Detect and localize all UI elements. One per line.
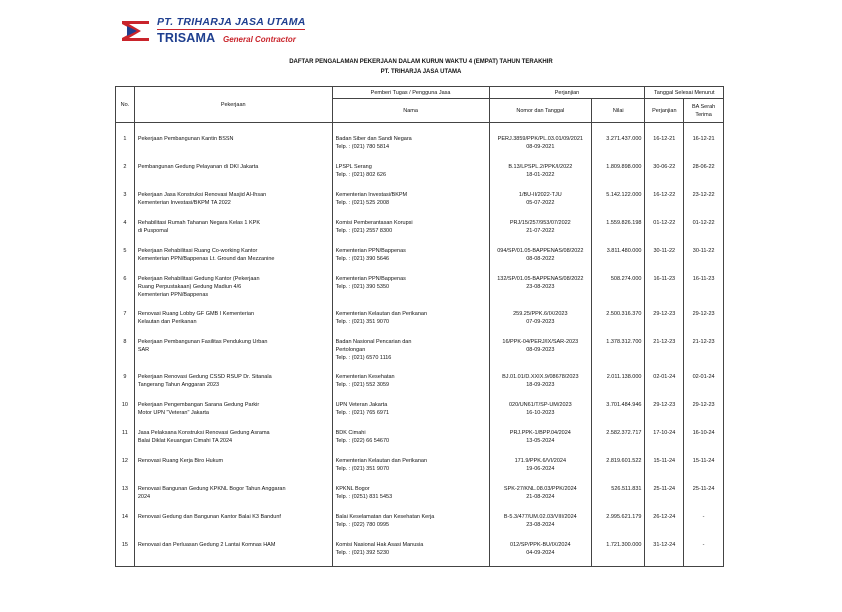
pekerjaan-line: Pembangunan Gedung Pelayanan di DKI Jakarta: [137, 164, 259, 170]
pekerjaan-line: Jasa Pelaksana Konstruksi Renovasi Gedung Asrama: [137, 430, 270, 436]
pekerjaan-line: Pekerjaan Rehabilitasi Gedung Kantor (Pekerjaan: [137, 276, 260, 282]
cell-pekerjaan: [134, 218, 332, 246]
pekerjaan-line: Kementerian PPN/Bappenas Lt. Ground dan Mezzanine: [137, 256, 275, 262]
header-tanggal-selesai: Tanggal Selesai Menurut: [645, 87, 724, 99]
pemberi-line: Balai Keselamatan dan Kesehatan Kerja: [335, 514, 435, 520]
pemberi-line: Telp. : (021) 780 5814: [335, 144, 390, 150]
contract-number: 171.9/PPK.6/VI/2024: [514, 458, 566, 464]
contract-number: 259.25/PPK.6/IX/2023: [513, 311, 568, 317]
table-body: [116, 123, 724, 567]
pekerjaan-line: Rehabilitasi Rumah Tahanan Negara Kelas 1 KPK: [137, 220, 261, 226]
pemberi-line: Telp. : (021) 392 5230: [335, 550, 390, 556]
cell-tgl-perjanjian: 25-11-24: [645, 484, 684, 512]
cell-tgl-ba: 16-10-24: [684, 428, 724, 456]
pekerjaan-line: Pekerjaan Pembangunan Kantin BSSN: [137, 136, 234, 142]
cell-nilai: 5.142.122.000: [592, 190, 645, 218]
contract-date: 04-09-2024: [526, 550, 555, 556]
table-row: [116, 309, 724, 337]
cell-nilai: 508.274.000: [592, 274, 645, 309]
contract-number: BJ.01.01/D.XXIX.9/08678/2023: [502, 374, 579, 380]
cell-nilai: 526.511.831: [592, 484, 645, 512]
cell-pekerjaan: [134, 162, 332, 190]
cell-nomor-tanggal: [489, 274, 592, 309]
cell-no: 7: [116, 309, 135, 337]
cell-pemberi-tugas: [332, 309, 489, 337]
cell-tgl-perjanjian: 29-12-23: [645, 400, 684, 428]
cell-nomor-tanggal: [489, 162, 592, 190]
contract-date: 05-07-2022: [526, 200, 555, 206]
table-row: [116, 274, 724, 309]
contract-date: 18-09-2023: [526, 382, 555, 388]
document-title: DAFTAR PENGALAMAN PEKERJAAN DALAM KURUN WAKTU 4 (EMPAT) TAHUN TERAKHIR: [289, 59, 553, 65]
pemberi-line: Telp. : (021) 390 5646: [335, 256, 390, 262]
cell-nomor-tanggal: [489, 428, 592, 456]
cell-nilai: 3.811.480.000: [592, 246, 645, 274]
brand-tagline: General Contractor: [223, 35, 296, 44]
pemberi-line: UPN Veteran Jakarta: [335, 402, 388, 408]
contract-number: PRJ.PPK-1/BPP.04/2024: [509, 430, 571, 436]
table-row: [116, 337, 724, 372]
cell-nilai: 2.819.601.522: [592, 456, 645, 484]
contract-number: PRJ/15/257/953/07/2022: [509, 220, 571, 226]
contract-number: 132/SP/01.05-BAPPENAS/08/2022: [497, 276, 584, 282]
cell-nomor-tanggal: [489, 218, 592, 246]
table-row: [116, 540, 724, 567]
cell-nomor-tanggal: [489, 134, 592, 162]
cell-no: 3: [116, 190, 135, 218]
contract-number: 094/SP/01.05-BAPPENAS/08/2022: [497, 248, 584, 254]
cell-pemberi-tugas: [332, 372, 489, 400]
experience-table: [115, 86, 724, 567]
cell-tgl-ba: 28-06-22: [684, 162, 724, 190]
cell-tgl-perjanjian: 21-12-23: [645, 337, 684, 372]
cell-pemberi-tugas: [332, 162, 489, 190]
company-name: PT. TRIHARJA JASA UTAMA: [157, 16, 306, 28]
pekerjaan-line: Kementerian PPN/Bappenas: [137, 292, 209, 298]
pekerjaan-line: Balai Diklat Keuangan Cimahi TA 2024: [137, 438, 233, 444]
cell-pekerjaan: [134, 428, 332, 456]
cell-tgl-perjanjian: 16-12-21: [645, 134, 684, 162]
pekerjaan-line: Pekerjaan Pengembangan Sarana Gedung Parkir: [137, 402, 260, 408]
cell-nomor-tanggal: [489, 309, 592, 337]
trisama-logo-icon: [119, 17, 153, 45]
pemberi-line: Kementerian Investasi/BKPM: [335, 192, 408, 198]
pekerjaan-line: Renovasi Ruang Lobby GF GMB I Kementerian: [137, 311, 254, 317]
cell-pekerjaan: [134, 512, 332, 540]
pemberi-line: Badan Nasional Pencarian dan: [335, 339, 412, 345]
header-perjanjian-date: Perjanjian: [645, 99, 684, 123]
contract-date: 18-01-2022: [526, 172, 555, 178]
contract-date: 07-09-2023: [526, 319, 555, 325]
pemberi-line: Telp. : (021) 2557 8300: [335, 228, 393, 234]
table-row: [116, 456, 724, 484]
header-nilai: Nilai: [592, 99, 645, 123]
pemberi-line: Telp. : (0251) 831 5453: [335, 494, 393, 500]
cell-pekerjaan: [134, 540, 332, 567]
contract-number: 16/PPK-04/PERJ/IX/SAR-2023: [502, 339, 579, 345]
cell-tgl-ba: 30-11-22: [684, 246, 724, 274]
pekerjaan-line: SAR: [137, 347, 150, 353]
cell-pemberi-tugas: [332, 246, 489, 274]
pemberi-line: Telp. : (022) 780 0995: [335, 522, 390, 528]
cell-nilai: 2.500.316.370: [592, 309, 645, 337]
cell-no: 10: [116, 400, 135, 428]
cell-tgl-perjanjian: 01-12-22: [645, 218, 684, 246]
cell-no: 9: [116, 372, 135, 400]
cell-nilai: 3.701.484.946: [592, 400, 645, 428]
contract-date: 19-06-2024: [526, 466, 555, 472]
cell-pemberi-tugas: [332, 274, 489, 309]
cell-pekerjaan: [134, 274, 332, 309]
cell-no: 4: [116, 218, 135, 246]
cell-nilai: 2.011.138.000: [592, 372, 645, 400]
table-row: [116, 246, 724, 274]
cell-tgl-ba: 16-11-23: [684, 274, 724, 309]
header-nama: Nama: [332, 99, 489, 123]
cell-nilai: 1.809.898.000: [592, 162, 645, 190]
cell-nilai: 2.995.621.179: [592, 512, 645, 540]
contract-date: 23-08-2024: [526, 522, 555, 528]
table-row: [116, 372, 724, 400]
pekerjaan-line: Motor UPN "Veteran" Jakarta: [137, 410, 209, 416]
pekerjaan-line: Tangerang Tahun Anggaran 2023: [137, 382, 220, 388]
cell-no: 14: [116, 512, 135, 540]
contract-date: 21-07-2022: [526, 228, 555, 234]
pemberi-line: Kementerian Kelautan dan Perikanan: [335, 311, 428, 317]
contract-number: 1/BU-II/2022-TJU: [518, 192, 562, 198]
cell-no: 11: [116, 428, 135, 456]
cell-nomor-tanggal: [489, 190, 592, 218]
cell-tgl-perjanjian: 30-11-22: [645, 246, 684, 274]
cell-tgl-ba: 25-11-24: [684, 484, 724, 512]
table-row: [116, 428, 724, 456]
contract-date: 21-08-2024: [526, 494, 555, 500]
cell-pemberi-tugas: [332, 337, 489, 372]
pekerjaan-line: Pekerjaan Jasa Konstruksi Renovasi Masjid Al-Ihsan: [137, 192, 267, 198]
cell-tgl-ba: 15-11-24: [684, 456, 724, 484]
pemberi-line: Komisi Nasional Hak Asasi Manusia: [335, 542, 424, 548]
header-perjanjian-group: Perjanjian: [489, 87, 645, 99]
cell-nilai: 2.582.372.717: [592, 428, 645, 456]
cell-no: 5: [116, 246, 135, 274]
cell-no: 12: [116, 456, 135, 484]
header-ba-serah-terima: BA Serah Terima: [684, 99, 724, 123]
cell-tgl-ba: 21-12-23: [684, 337, 724, 372]
cell-no: 1: [116, 134, 135, 162]
contract-number: SPK-27/KNL.08.03/PPK/2024: [503, 486, 577, 492]
cell-no: 15: [116, 540, 135, 567]
cell-pemberi-tugas: [332, 134, 489, 162]
header-no: No.: [116, 87, 135, 123]
contract-date: 13-05-2024: [526, 438, 555, 444]
pemberi-line: Telp. : (021) 552 3059: [335, 382, 390, 388]
cell-nomor-tanggal: [489, 512, 592, 540]
document-subtitle: PT. TRIHARJA JASA UTAMA: [380, 69, 462, 75]
pemberi-line: Telp. : (022) 66 54670: [335, 438, 390, 444]
pemberi-line: Kementerian Kesehatan: [335, 374, 395, 380]
cell-pemberi-tugas: [332, 428, 489, 456]
table-row: [116, 484, 724, 512]
cell-nomor-tanggal: [489, 337, 592, 372]
pemberi-line: Badan Siber dan Sandi Negara: [335, 136, 412, 142]
pemberi-line: Telp. : (021) 351 9070: [335, 466, 390, 472]
logo-divider: [157, 29, 305, 30]
cell-tgl-ba: 29-12-23: [684, 309, 724, 337]
pemberi-line: BDK Cimahi: [335, 430, 366, 436]
pemberi-line: KPKNL Bogor: [335, 486, 370, 492]
pekerjaan-line: Ruang Perpustakaan) Gedung Madiun 4/6: [137, 284, 242, 290]
cell-pekerjaan: [134, 190, 332, 218]
cell-no: 13: [116, 484, 135, 512]
pekerjaan-line: Pekerjaan Rehabilitasi Ruang Co-working Kantor: [137, 248, 258, 254]
cell-nilai: 1.378.312.700: [592, 337, 645, 372]
table-row: [116, 190, 724, 218]
pemberi-line: Telp. : (021) 765 6971: [335, 410, 390, 416]
contract-number: 020/UN61/T/SP-UM/2023: [508, 402, 572, 408]
pemberi-line: Telp. : (021) 802 626: [335, 172, 387, 178]
header-nomor-tanggal: Nomor dan Tanggal: [489, 99, 592, 123]
pekerjaan-line: Renovasi Ruang Kerja Biro Hukum: [137, 458, 224, 464]
cell-pekerjaan: [134, 400, 332, 428]
cell-tgl-ba: 02-01-24: [684, 372, 724, 400]
cell-no: 8: [116, 337, 135, 372]
cell-pekerjaan: [134, 309, 332, 337]
cell-pemberi-tugas: [332, 484, 489, 512]
pemberi-line: Telp. : (021) 525 2008: [335, 200, 390, 206]
contract-date: 23-08-2023: [526, 284, 555, 290]
pekerjaan-line: di Puspomal: [137, 228, 169, 234]
cell-tgl-ba: 16-12-21: [684, 134, 724, 162]
brand-name: TRISAMA: [157, 31, 216, 45]
cell-tgl-ba: -: [684, 512, 724, 540]
table-row: [116, 400, 724, 428]
pemberi-line: Telp. : (021) 351 9070: [335, 319, 390, 325]
cell-pekerjaan: [134, 456, 332, 484]
pemberi-line: Komisi Pemberantasan Korupsi: [335, 220, 413, 226]
pekerjaan-line: Renovasi Gedung dan Bangunan Kantor Balai K3 Bandunf: [137, 514, 281, 520]
pemberi-line: Telp. : (021) 6570 1116: [335, 355, 392, 361]
contract-number: PERJ.3859/PPK/PL.03.01/09/2021: [497, 136, 583, 142]
cell-tgl-perjanjian: 17-10-24: [645, 428, 684, 456]
pemberi-line: LPSPL Serang: [335, 164, 372, 170]
table-row: [116, 218, 724, 246]
table-row: [116, 162, 724, 190]
cell-no: 2: [116, 162, 135, 190]
cell-tgl-perjanjian: 16-11-23: [645, 274, 684, 309]
cell-pekerjaan: [134, 337, 332, 372]
contract-date: 08-09-2023: [526, 347, 555, 353]
cell-pemberi-tugas: [332, 400, 489, 428]
contract-date: 16-10-2023: [526, 410, 555, 416]
cell-tgl-ba: 23-12-22: [684, 190, 724, 218]
cell-nilai: 1.721.300.000: [592, 540, 645, 567]
header-pekerjaan: Pekerjaan: [134, 87, 332, 123]
cell-pekerjaan: [134, 372, 332, 400]
cell-tgl-perjanjian: 16-12-22: [645, 190, 684, 218]
cell-tgl-perjanjian: 15-11-24: [645, 456, 684, 484]
cell-tgl-perjanjian: 26-12-24: [645, 512, 684, 540]
pemberi-line: Telp. : (021) 390 5350: [335, 284, 390, 290]
pekerjaan-line: Kelautan dan Perikanan: [137, 319, 197, 325]
table-row: [116, 134, 724, 162]
cell-nilai: 3.271.437.000: [592, 134, 645, 162]
company-logo: [119, 15, 319, 49]
contract-number: B.13/LPSPL.2/PPK/I/2022: [508, 164, 573, 170]
pekerjaan-line: Pekerjaan Renovasi Gedung CSSD RSUP Dr. Sitanala: [137, 374, 272, 380]
cell-nomor-tanggal: [489, 540, 592, 567]
cell-tgl-ba: 01-12-22: [684, 218, 724, 246]
table-row: [116, 512, 724, 540]
cell-pemberi-tugas: [332, 456, 489, 484]
cell-tgl-perjanjian: 02-01-24: [645, 372, 684, 400]
pekerjaan-line: Pekerjaan Pembangunan Fasilitas Pendukung Urban: [137, 339, 268, 345]
pemberi-line: Kementerian Kelautan dan Perikanan: [335, 458, 428, 464]
cell-tgl-perjanjian: 30-06-22: [645, 162, 684, 190]
pemberi-line: Pertolongan: [335, 347, 366, 353]
header-pemberi-tugas: Pemberi Tugas / Pengguna Jasa: [332, 87, 489, 99]
contract-date: 08-09-2021: [526, 144, 555, 150]
cell-tgl-ba: 29-12-23: [684, 400, 724, 428]
cell-pekerjaan: [134, 246, 332, 274]
cell-pekerjaan: [134, 134, 332, 162]
table-spacer: [116, 123, 724, 135]
cell-no: 6: [116, 274, 135, 309]
cell-pekerjaan: [134, 484, 332, 512]
cell-tgl-perjanjian: 31-12-24: [645, 540, 684, 567]
pemberi-line: Kementerian PPN/Bappenas: [335, 276, 406, 282]
cell-pemberi-tugas: [332, 190, 489, 218]
pekerjaan-line: Renovasi dan Perluasan Gedung 2 Lantai Komnas HAM: [137, 542, 276, 548]
cell-nomor-tanggal: [489, 484, 592, 512]
contract-number: B-5.3/477/UM.02.03/VIII/2024: [503, 514, 577, 520]
cell-tgl-perjanjian: 29-12-23: [645, 309, 684, 337]
cell-nomor-tanggal: [489, 456, 592, 484]
pemberi-line: Kementerian PPN/Bappenas: [335, 248, 406, 254]
cell-nomor-tanggal: [489, 400, 592, 428]
cell-pemberi-tugas: [332, 540, 489, 567]
pekerjaan-line: Renovasi Bangunan Gedung KPKNL Bogor Tahun Anggaran: [137, 486, 286, 492]
contract-number: 012/SP/PPK-BU/IX/2024: [510, 542, 571, 548]
pekerjaan-line: 2024: [137, 494, 151, 500]
cell-nomor-tanggal: [489, 246, 592, 274]
cell-nilai: 1.559.826.198: [592, 218, 645, 246]
cell-tgl-ba: -: [684, 540, 724, 567]
cell-nomor-tanggal: [489, 372, 592, 400]
contract-date: 08-08-2022: [526, 256, 555, 262]
pekerjaan-line: Kementerian Investasi/BKPM TA 2022: [137, 200, 231, 206]
cell-pemberi-tugas: [332, 218, 489, 246]
cell-pemberi-tugas: [332, 512, 489, 540]
